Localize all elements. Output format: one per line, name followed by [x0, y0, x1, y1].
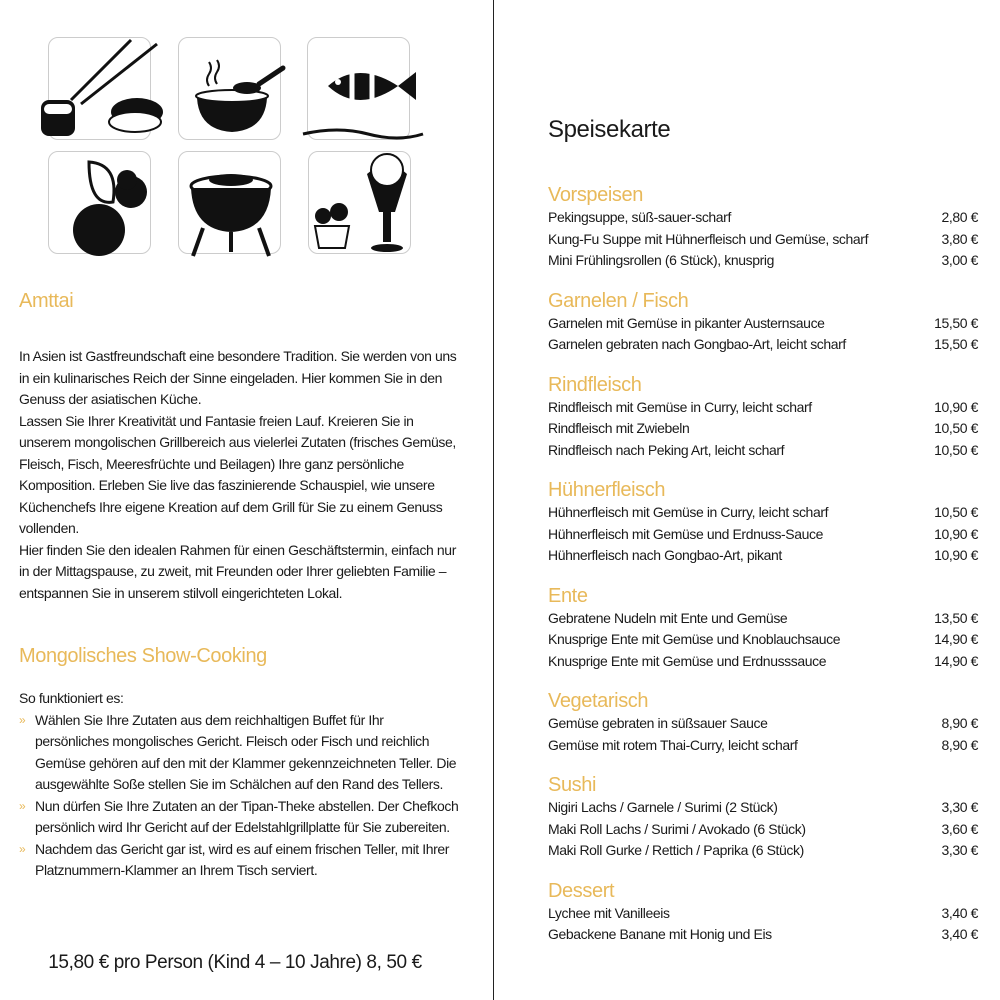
- section-heading: Hühnerfleisch: [548, 479, 666, 501]
- item-price: 10,50 €: [934, 504, 978, 520]
- menu-item: [548, 903, 978, 925]
- bullet-marker-icon: »: [19, 712, 26, 727]
- item-name: Hühnerfleisch mit Gemüse und Erdnuss-Sauce: [548, 525, 824, 542]
- item-price: 15,50 €: [934, 314, 978, 331]
- vegetables-icon: [48, 151, 151, 254]
- menu-section: [548, 289, 978, 356]
- section-heading: Ente: [548, 584, 588, 607]
- item-name: Maki Roll Lachs / Surimi / Avokado (6 Stück): [548, 820, 806, 837]
- menu-section: [548, 689, 978, 756]
- step-text: Wählen Sie Ihre Zutaten aus dem reichhaltigen Buffet für Ihr persönliches mongolisches Gericht. Fleisch oder Fisch und reichlich Gemüse gehören auf den mit der Klammer gekennzeichneten Teller. Die ausgewählte Soße stellen Sie im Schälchen auf den Rand des Tellers.: [35, 711, 457, 792]
- item-name: Rindfleisch nach Peking Art, leicht scharf: [548, 441, 785, 458]
- menu-item: [548, 651, 978, 673]
- step-item: [19, 796, 459, 839]
- item-price: 10,90 €: [934, 547, 978, 563]
- menu-item: [548, 713, 978, 735]
- menu-section: [548, 373, 978, 462]
- menu-item: [548, 819, 978, 841]
- intro-paragraph: In Asien ist Gastfreundschaft eine besondere Tradition. Sie werden von uns in ein kulinarisches Reich der Sinne eingeladen. Hier kommen Sie in den Genuss der asiatischen Küche.: [19, 348, 457, 407]
- item-price: 8,90 €: [941, 715, 978, 731]
- item-name: Gebackene Banane mit Honig und Eis: [548, 926, 772, 942]
- menu-section: [548, 879, 978, 946]
- menu-item: [548, 313, 978, 335]
- section-heading: Vegetarisch: [548, 690, 649, 712]
- menu-section: [548, 478, 978, 567]
- item-name: Gemüse mit rotem Thai-Curry, leicht scharf: [548, 736, 798, 753]
- restaurant-heading: Amttai: [19, 290, 74, 312]
- intro-section: [19, 289, 459, 882]
- item-price: 3,40 €: [941, 904, 978, 921]
- item-name: Rindfleisch mit Zwiebeln: [548, 420, 690, 436]
- section-heading: Sushi: [548, 774, 597, 796]
- section-heading: Rindfleisch: [548, 373, 642, 396]
- menu-title: Speisekarte: [548, 116, 671, 143]
- item-name: Garnelen mit Gemüse in pikanter Austernsauce: [548, 314, 825, 331]
- menu-item: [548, 797, 978, 819]
- item-price: 13,50 €: [934, 609, 978, 626]
- item-price: 8,90 €: [941, 736, 978, 753]
- item-price: 3,40 €: [941, 926, 978, 942]
- menu-section: [548, 773, 978, 862]
- dessert-icon: [308, 151, 411, 254]
- menu-section: [548, 584, 978, 673]
- menu-item: [548, 229, 978, 251]
- item-price: 3,80 €: [941, 230, 978, 247]
- section-heading: Dessert: [548, 879, 615, 902]
- item-name: Rindfleisch mit Gemüse in Curry, leicht scharf: [548, 398, 812, 415]
- show-cooking-heading: Mongolisches Show-Cooking: [19, 645, 267, 667]
- intro-text: [19, 346, 459, 604]
- menu-section: [548, 183, 978, 272]
- item-name: Maki Roll Gurke / Rettich / Paprika (6 Stück): [548, 842, 804, 858]
- item-price: 15,50 €: [934, 336, 978, 352]
- section-heading: Garnelen / Fisch: [548, 289, 689, 312]
- grill-icon: [178, 151, 281, 254]
- item-price: 14,90 €: [934, 631, 978, 647]
- soup-bowl-icon: [178, 37, 281, 140]
- section-heading: Vorspeisen: [548, 184, 643, 206]
- item-price: 10,90 €: [934, 398, 978, 415]
- item-name: Kung-Fu Suppe mit Hühnerfleisch und Gemüse, scharf: [548, 230, 869, 247]
- item-price: 10,50 €: [934, 441, 978, 458]
- item-price: 10,90 €: [934, 525, 978, 542]
- step-item: [19, 839, 459, 882]
- menu-item: [548, 207, 978, 229]
- clownfish-icon: [307, 37, 410, 140]
- menu-item: [548, 440, 978, 462]
- icon-grid: [48, 37, 412, 255]
- item-name: Knusprige Ente mit Gemüse und Erdnusssauce: [548, 652, 827, 669]
- menu-item: [548, 629, 978, 651]
- menu-item: [548, 250, 978, 272]
- menu-item: [548, 502, 978, 524]
- item-price: 14,90 €: [934, 652, 978, 669]
- item-price: 3,30 €: [941, 799, 978, 815]
- item-price: 3,00 €: [941, 252, 978, 268]
- page-divider: [493, 0, 494, 1000]
- menu-item: [548, 924, 978, 946]
- item-name: Gebratene Nudeln mit Ente und Gemüse: [548, 609, 788, 626]
- item-price: 10,50 €: [934, 420, 978, 436]
- how-label: So funktioniert es:: [19, 690, 124, 706]
- item-name: Garnelen gebraten nach Gongbao-Art, leicht scharf: [548, 336, 846, 352]
- bullet-marker-icon: »: [19, 798, 26, 813]
- item-name: Nigiri Lachs / Garnele / Surimi (2 Stück): [548, 799, 778, 815]
- step-text: Nachdem das Gericht gar ist, wird es auf einem frischen Teller, mit Ihrer Platznummern-Klammer an Ihrem Tisch serviert.: [35, 840, 450, 878]
- bullet-marker-icon: »: [19, 841, 26, 856]
- item-name: Lychee mit Vanilleeis: [548, 904, 670, 921]
- buffet-price: 15,80 € pro Person (Kind 4 – 10 Jahre) 8, 50 €: [48, 952, 422, 973]
- menu-item: [548, 334, 978, 356]
- intro-paragraph: Hier finden Sie den idealen Rahmen für einen Geschäftstermin, einfach nur in der Mittagspause, zu zweit, mit Freunden oder Ihrer geliebten Familie – entspannen Sie in unserem stilvoll eingerichteten Lokal.: [19, 541, 456, 601]
- item-name: Knusprige Ente mit Gemüse und Knoblauchsauce: [548, 631, 841, 647]
- item-name: Gemüse gebraten in süßsauer Sauce: [548, 715, 768, 731]
- step-text: Nun dürfen Sie Ihre Zutaten an der Tipan-Theke abstellen. Der Chefkoch persönlich wird Ihr Gericht auf der Edelstahlgrillplatte für Sie zubereiten.: [35, 797, 459, 835]
- item-name: Pekingsuppe, süß-sauer-scharf: [548, 209, 731, 225]
- menu-item: [548, 840, 978, 862]
- item-name: Mini Frühlingsrollen (6 Stück), knusprig: [548, 252, 774, 268]
- item-price: 3,30 €: [941, 842, 978, 858]
- item-name: Hühnerfleisch mit Gemüse in Curry, leicht scharf: [548, 504, 829, 520]
- sushi-chopsticks-icon: [48, 37, 151, 140]
- menu-item: [548, 524, 978, 546]
- menu: [548, 115, 978, 946]
- menu-item: [548, 418, 978, 440]
- item-price: 2,80 €: [941, 209, 978, 225]
- menu-item: [548, 545, 978, 567]
- menu-item: [548, 735, 978, 757]
- step-item: [19, 710, 459, 796]
- item-price: 3,60 €: [941, 820, 978, 837]
- menu-item: [548, 397, 978, 419]
- menu-item: [548, 608, 978, 630]
- intro-paragraph: Lassen Sie Ihrer Kreativität und Fantasie freien Lauf. Kreieren Sie in unserem mongolischen Grillbereich aus vielerlei Zutaten (frisches Gemüse, Fleisch, Fisch, Meeresfrüchte und Beilagen) Ihre ganz persönliche Komposition. Erleben Sie live das faszinierende Schauspiel, wie unsere Küchenchefs Ihre eigene Kreation auf dem Grill für Sie zu einem Genuss vollenden.: [19, 412, 456, 536]
- item-name: Hühnerfleisch nach Gongbao-Art, pikant: [548, 547, 782, 563]
